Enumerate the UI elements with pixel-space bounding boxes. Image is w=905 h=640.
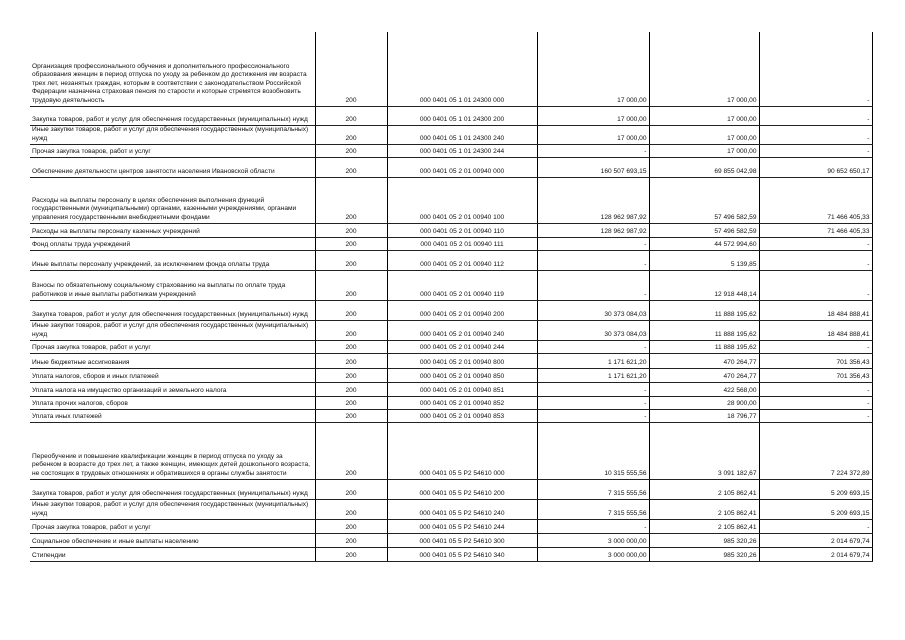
unexecuted-amount-cell: 701 356,43 xyxy=(759,353,872,368)
unexecuted-amount-cell: - xyxy=(759,237,872,250)
table-row xyxy=(30,106,872,125)
executed-amount-cell: 12 918 448,14 xyxy=(649,270,759,300)
unexecuted-amount-cell: 90 652 650,17 xyxy=(759,157,872,177)
table-row xyxy=(30,382,872,396)
table-row xyxy=(30,422,872,479)
income-code-cell: 200 xyxy=(315,499,387,519)
planned-amount-cell: 160 507 693,15 xyxy=(537,157,649,177)
classification-code-cell: 000 0401 05 2 01 00940 111 xyxy=(387,237,537,250)
classification-code-cell: 000 0401 05 1 01 24300 244 xyxy=(387,144,537,157)
row-name-cell: Иные выплаты персоналу учреждений, за исключением фонда оплаты труда xyxy=(30,250,315,270)
row-name-cell: Уплата прочих налогов, сборов xyxy=(30,396,315,409)
executed-amount-cell: 985 320,26 xyxy=(649,547,759,561)
row-name-cell: Закупка товаров, работ и услуг для обеспечения государственных (муниципальных) нужд xyxy=(30,479,315,499)
planned-amount-cell: 10 315 555,56 xyxy=(537,422,649,479)
table-row xyxy=(30,519,872,533)
income-code-cell: 200 xyxy=(315,519,387,533)
unexecuted-amount-cell: - xyxy=(759,270,872,300)
income-code-cell: 200 xyxy=(315,157,387,177)
executed-amount-cell: 17 000,00 xyxy=(649,144,759,157)
row-name-cell: Закупка товаров, работ и услуг для обеспечения государственных (муниципальных) нужд xyxy=(30,300,315,320)
classification-code-cell: 000 0401 05 2 01 00940 852 xyxy=(387,396,537,409)
classification-code-cell: 000 0401 05 2 01 00940 119 xyxy=(387,270,537,300)
classification-code-cell: 000 0401 05 2 01 00940 850 xyxy=(387,368,537,382)
classification-code-cell: 000 0401 05 5 P2 54610 000 xyxy=(387,422,537,479)
budget-execution-table xyxy=(30,32,873,562)
executed-amount-cell: 2 105 862,41 xyxy=(649,479,759,499)
row-name-cell: Социальное обеспечение и иные выплаты населению xyxy=(30,533,315,547)
unexecuted-amount-cell: - xyxy=(759,382,872,396)
row-name-cell: Закупка товаров, работ и услуг для обеспечения государственных (муниципальных) нужд xyxy=(30,106,315,125)
table-row xyxy=(30,533,872,547)
table-row xyxy=(30,270,872,300)
table-row xyxy=(30,547,872,561)
classification-code-cell: 000 0401 05 1 01 24300 240 xyxy=(387,125,537,144)
income-code-cell: 200 xyxy=(315,106,387,125)
executed-amount-cell: 11 888 195,62 xyxy=(649,320,759,340)
unexecuted-amount-cell: 7 224 372,89 xyxy=(759,422,872,479)
unexecuted-amount-cell: - xyxy=(759,519,872,533)
income-code-cell: 200 xyxy=(315,320,387,340)
classification-code-cell: 000 0401 05 5 P2 54610 300 xyxy=(387,533,537,547)
classification-code-cell: 000 0401 05 2 01 00940 240 xyxy=(387,320,537,340)
classification-code-cell: 000 0401 05 5 P2 54610 240 xyxy=(387,499,537,519)
planned-amount-cell: 7 315 555,56 xyxy=(537,499,649,519)
table-row xyxy=(30,353,872,368)
row-name-cell: Уплата иных платежей xyxy=(30,409,315,422)
income-code-cell: 200 xyxy=(315,547,387,561)
planned-amount-cell: - xyxy=(537,144,649,157)
row-name-cell: Прочая закупка товаров, работ и услуг xyxy=(30,144,315,157)
table-row xyxy=(30,125,872,144)
planned-amount-cell: - xyxy=(537,270,649,300)
income-code-cell: 200 xyxy=(315,270,387,300)
table-row xyxy=(30,368,872,382)
income-code-cell: 200 xyxy=(315,533,387,547)
planned-amount-cell: - xyxy=(537,409,649,422)
income-code-cell: 200 xyxy=(315,368,387,382)
executed-amount-cell: 3 091 182,67 xyxy=(649,422,759,479)
classification-code-cell: 000 0401 05 2 01 00940 112 xyxy=(387,250,537,270)
planned-amount-cell: 17 000,00 xyxy=(537,106,649,125)
table-row xyxy=(30,157,872,177)
planned-amount-cell: 128 962 987,92 xyxy=(537,223,649,237)
classification-code-cell: 000 0401 05 5 P2 54610 244 xyxy=(387,519,537,533)
classification-code-cell: 000 0401 05 1 01 24300 200 xyxy=(387,106,537,125)
executed-amount-cell: 470 264,77 xyxy=(649,368,759,382)
unexecuted-amount-cell: 18 484 888,41 xyxy=(759,300,872,320)
unexecuted-amount-cell: - xyxy=(759,409,872,422)
planned-amount-cell: 30 373 084,03 xyxy=(537,320,649,340)
table-row xyxy=(30,32,872,106)
table-row xyxy=(30,237,872,250)
table-row xyxy=(30,396,872,409)
executed-amount-cell: 2 105 862,41 xyxy=(649,499,759,519)
executed-amount-cell: 5 139,85 xyxy=(649,250,759,270)
row-name-cell: Расходы на выплаты персоналу в целях обеспечения выполнения функций государственными (муниципальными) органами, казенными учреждениями, органами управления государственными внебюджетными фондами xyxy=(30,177,315,223)
income-code-cell: 200 xyxy=(315,250,387,270)
table-row xyxy=(30,320,872,340)
unexecuted-amount-cell: 5 209 693,15 xyxy=(759,499,872,519)
executed-amount-cell: 18 796,77 xyxy=(649,409,759,422)
income-code-cell: 200 xyxy=(315,382,387,396)
unexecuted-amount-cell: 71 466 405,33 xyxy=(759,223,872,237)
row-name-cell: Организация профессионального обучения и дополнительного профессионального образования женщин в период отпуска по уходу за ребенком до достижения им возраста трех лет, незанятых граждан, которым в соответствии с законодательством Российской Федерации назначена страховая пенсия по старости и которые стремятся возобновить трудовую деятельность xyxy=(30,32,315,106)
executed-amount-cell: 11 888 195,62 xyxy=(649,340,759,353)
planned-amount-cell: - xyxy=(537,340,649,353)
executed-amount-cell: 422 568,00 xyxy=(649,382,759,396)
classification-code-cell: 000 0401 05 2 01 00940 100 xyxy=(387,177,537,223)
row-name-cell: Иные закупки товаров, работ и услуг для обеспечения государственных (муниципальных) нужд xyxy=(30,320,315,340)
executed-amount-cell: 44 572 994,60 xyxy=(649,237,759,250)
executed-amount-cell: 57 496 582,59 xyxy=(649,177,759,223)
planned-amount-cell: 128 962 987,92 xyxy=(537,177,649,223)
table-row xyxy=(30,409,872,422)
classification-code-cell: 000 0401 05 5 P2 54610 340 xyxy=(387,547,537,561)
planned-amount-cell: - xyxy=(537,382,649,396)
unexecuted-amount-cell: - xyxy=(759,396,872,409)
planned-amount-cell: 3 000 000,00 xyxy=(537,547,649,561)
unexecuted-amount-cell: - xyxy=(759,125,872,144)
classification-code-cell: 000 0401 05 2 01 00940 851 xyxy=(387,382,537,396)
planned-amount-cell: 7 315 555,56 xyxy=(537,479,649,499)
executed-amount-cell: 69 855 042,98 xyxy=(649,157,759,177)
classification-code-cell: 000 0401 05 5 P2 54610 200 xyxy=(387,479,537,499)
planned-amount-cell: 17 000,00 xyxy=(537,125,649,144)
planned-amount-cell: - xyxy=(537,396,649,409)
classification-code-cell: 000 0401 05 2 01 00940 110 xyxy=(387,223,537,237)
unexecuted-amount-cell: 71 466 405,33 xyxy=(759,177,872,223)
unexecuted-amount-cell: 701 356,43 xyxy=(759,368,872,382)
row-name-cell: Стипендии xyxy=(30,547,315,561)
unexecuted-amount-cell: - xyxy=(759,32,872,106)
row-name-cell: Прочая закупка товаров, работ и услуг xyxy=(30,519,315,533)
row-name-cell: Прочая закупка товаров, работ и услуг xyxy=(30,340,315,353)
table-row xyxy=(30,144,872,157)
income-code-cell: 200 xyxy=(315,409,387,422)
table-row xyxy=(30,499,872,519)
planned-amount-cell: - xyxy=(537,237,649,250)
executed-amount-cell: 17 000,00 xyxy=(649,32,759,106)
planned-amount-cell: 3 000 000,00 xyxy=(537,533,649,547)
row-name-cell: Уплата налога на имущество организаций и земельного налога xyxy=(30,382,315,396)
row-name-cell: Переобучение и повышение квалификации женщин в период отпуска по уходу за ребенком в возрасте до трех лет, а также женщин, имеющих детей дошкольного возраста, не состоящих в трудовых отношениях и обратившихся в органы службы занятости xyxy=(30,422,315,479)
planned-amount-cell: - xyxy=(537,250,649,270)
table-row xyxy=(30,177,872,223)
executed-amount-cell: 2 105 862,41 xyxy=(649,519,759,533)
planned-amount-cell: 1 171 621,20 xyxy=(537,368,649,382)
executed-amount-cell: 17 000,00 xyxy=(649,106,759,125)
income-code-cell: 200 xyxy=(315,125,387,144)
unexecuted-amount-cell: - xyxy=(759,250,872,270)
row-name-cell: Иные закупки товаров, работ и услуг для обеспечения государственных (муниципальных) нужд xyxy=(30,499,315,519)
income-code-cell: 200 xyxy=(315,144,387,157)
row-name-cell: Иные закупки товаров, работ и услуг для обеспечения государственных (муниципальных) нужд xyxy=(30,125,315,144)
income-code-cell: 200 xyxy=(315,340,387,353)
planned-amount-cell: 17 000,00 xyxy=(537,32,649,106)
unexecuted-amount-cell: - xyxy=(759,106,872,125)
row-name-cell: Расходы на выплаты персоналу казенных учреждений xyxy=(30,223,315,237)
unexecuted-amount-cell: 2 014 679,74 xyxy=(759,547,872,561)
row-name-cell: Фонд оплаты труда учреждений xyxy=(30,237,315,250)
row-name-cell: Иные бюджетные ассигнования xyxy=(30,353,315,368)
table-row xyxy=(30,479,872,499)
unexecuted-amount-cell: - xyxy=(759,340,872,353)
row-name-cell: Уплата налогов, сборов и иных платежей xyxy=(30,368,315,382)
classification-code-cell: 000 0401 05 2 01 00940 800 xyxy=(387,353,537,368)
classification-code-cell: 000 0401 05 2 01 00940 000 xyxy=(387,157,537,177)
income-code-cell: 200 xyxy=(315,237,387,250)
income-code-cell: 200 xyxy=(315,422,387,479)
executed-amount-cell: 985 320,26 xyxy=(649,533,759,547)
executed-amount-cell: 57 496 582,59 xyxy=(649,223,759,237)
income-code-cell: 200 xyxy=(315,479,387,499)
row-name-cell: Обеспечение деятельности центров занятости населения Ивановской области xyxy=(30,157,315,177)
table-row xyxy=(30,223,872,237)
row-name-cell: Взносы по обязательному социальному страхованию на выплаты по оплате труда работников и иные выплаты работникам учреждений xyxy=(30,270,315,300)
income-code-cell: 200 xyxy=(315,300,387,320)
unexecuted-amount-cell: 2 014 679,74 xyxy=(759,533,872,547)
planned-amount-cell: 1 171 621,20 xyxy=(537,353,649,368)
executed-amount-cell: 470 264,77 xyxy=(649,353,759,368)
executed-amount-cell: 28 900,00 xyxy=(649,396,759,409)
executed-amount-cell: 11 888 195,62 xyxy=(649,300,759,320)
income-code-cell: 200 xyxy=(315,177,387,223)
table-row xyxy=(30,250,872,270)
classification-code-cell: 000 0401 05 2 01 00940 200 xyxy=(387,300,537,320)
executed-amount-cell: 17 000,00 xyxy=(649,125,759,144)
income-code-cell: 200 xyxy=(315,353,387,368)
table-row xyxy=(30,300,872,320)
income-code-cell: 200 xyxy=(315,223,387,237)
classification-code-cell: 000 0401 05 2 01 00940 853 xyxy=(387,409,537,422)
planned-amount-cell: 30 373 084,03 xyxy=(537,300,649,320)
unexecuted-amount-cell: - xyxy=(759,144,872,157)
income-code-cell: 200 xyxy=(315,396,387,409)
unexecuted-amount-cell: 5 209 693,15 xyxy=(759,479,872,499)
income-code-cell: 200 xyxy=(315,32,387,106)
classification-code-cell: 000 0401 05 2 01 00940 244 xyxy=(387,340,537,353)
planned-amount-cell: - xyxy=(537,519,649,533)
table-row xyxy=(30,340,872,353)
unexecuted-amount-cell: 18 484 888,41 xyxy=(759,320,872,340)
classification-code-cell: 000 0401 05 1 01 24300 000 xyxy=(387,32,537,106)
table-body xyxy=(30,32,872,561)
